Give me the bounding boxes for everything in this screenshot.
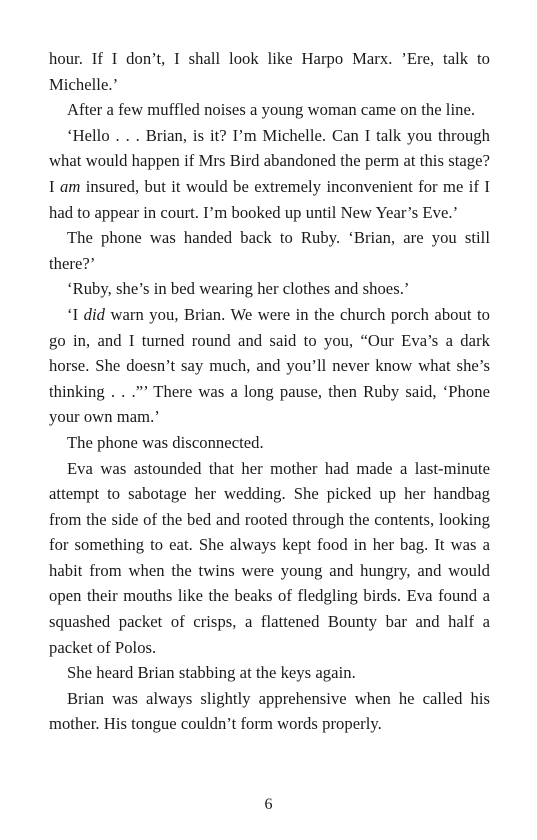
- paragraph-3: ‘Hello . . . Brian, is it? I’m Michelle. Can I talk you through what would happen if Mrs Bird abandoned the perm at this stage? I am insured, but it would be extremely inconvenient for me if I had to appear in court. I’m booked up until New Year’s Eve.’: [49, 125, 490, 222]
- paragraph-8: Eva was astounded that her mother had made a last-minute attempt to sabotage her wedding. She picked up her handbag from the side of the bed and rooted through the contents, looking for something to eat. She always kept food in her bag. It was a habit from when the twins were young and hungry, and would open their mouths like the beaks of fledgling birds. Eva found a squashed packet of crisps, a flattened Bounty bar and half a packet of Polos.: [49, 458, 490, 657]
- paragraph-9: She heard Brian stabbing at the keys again.: [67, 663, 356, 683]
- paragraph-4: The phone was handed back to Ruby. ‘Brian, are you still there?’: [49, 228, 490, 273]
- emphasis-did: did: [83, 304, 105, 324]
- emphasis-am: am: [59, 176, 81, 196]
- page-number: 6: [264, 796, 273, 813]
- paragraph-7: The phone was disconnected.: [67, 432, 264, 452]
- paragraph-10: Brian was always slightly apprehensive when he called his mother. His tongue couldn’t form words properly.: [49, 688, 490, 734]
- body-text: [49, 46, 490, 737]
- paragraph-6: ‘I did warn you, Brian. We were in the church porch about to go in, and I turned round and said to you, “Our Eva’s a dark horse. She doesn’t say much, and you’ll never know what she’s thinking . . .”’ There was a long pause, then Ruby said, ‘Phone your own mam.’: [49, 304, 490, 427]
- paragraph-2: After a few muffled noises a young woman came on the line.: [67, 100, 476, 120]
- paragraph-5: ‘Ruby, she’s in bed wearing her clothes and shoes.’: [67, 279, 410, 299]
- paragraph-1: hour. If I don’t, I shall look like Harpo Marx. ’Ere, talk to Michelle.’: [49, 49, 490, 94]
